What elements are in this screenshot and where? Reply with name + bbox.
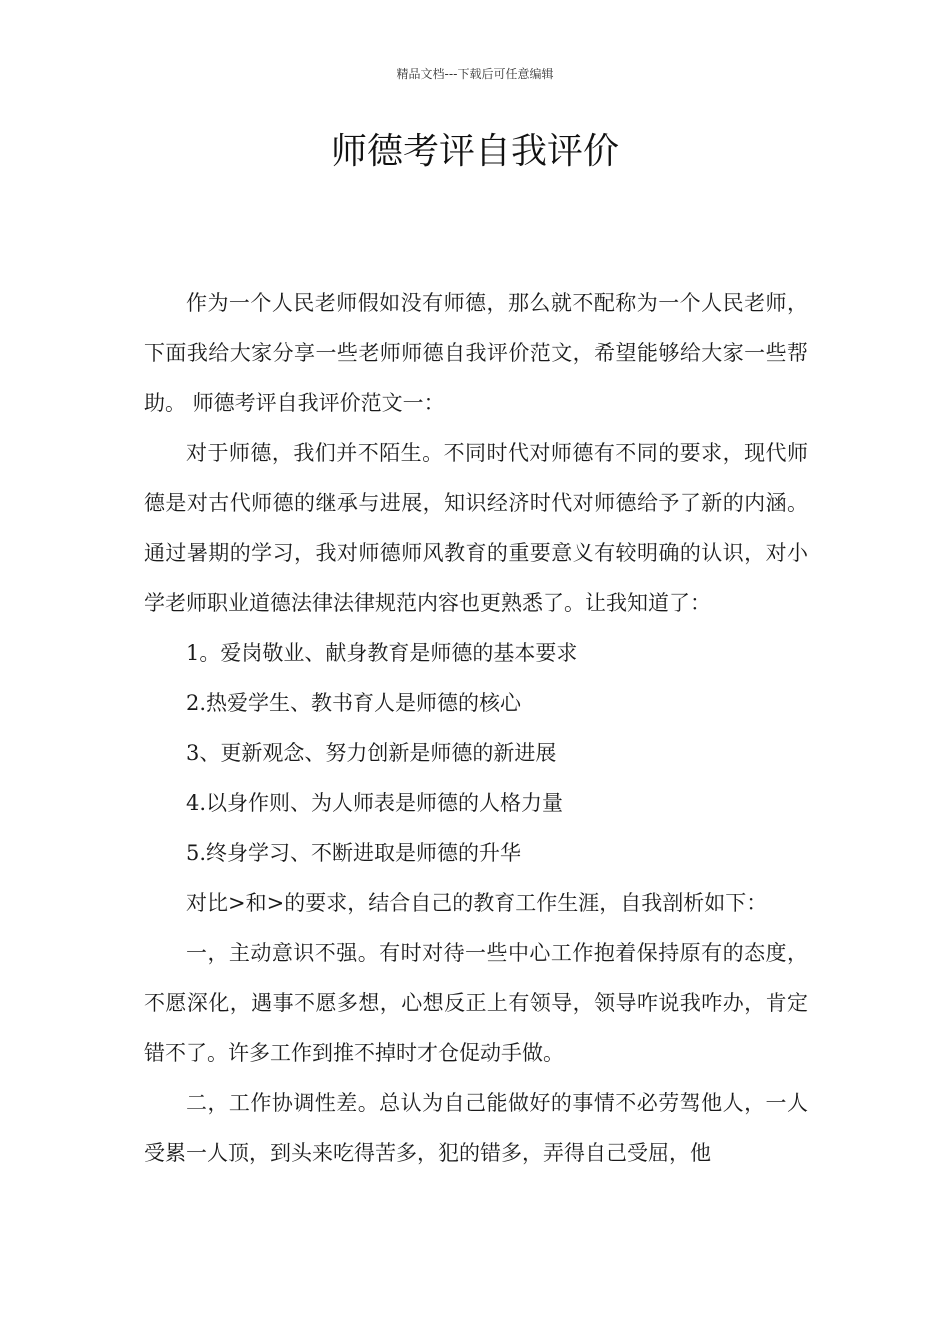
- paragraph-understanding: 对于师德，我们并不陌生。不同时代对师德有不同的要求，现代师德是对古代师德的继承与进展，知识经济时代对师德给予了新的内涵。通过暑期的学习，我对师德师风教育的重要意义有较明确的认识，对小学老师职业道德法律法律规范内容也更熟悉了。让我知道了：: [144, 441, 808, 615]
- paragraph-point-two: 二，工作协调性差。总认为自己能做好的事情不必劳驾他人，一人受累一人顶，到头来吃得苦多，犯的错多，弄得自己受屈，他: [144, 1091, 808, 1165]
- list-item-1: 1。爱岗敬业、献身教育是师德的基本要求: [186, 641, 578, 665]
- paragraph-point-one: 一，主动意识不强。有时对待一些中心工作抱着保持原有的态度，不愿深化，遇事不愿多想，心想反正上有领导，领导咋说我咋办，肯定错不了。许多工作到推不掉时才仓促动手做。: [144, 941, 808, 1065]
- document-body: [144, 278, 808, 1178]
- list-item-3: 3、更新观念、努力创新是师德的新进展: [186, 741, 557, 765]
- list-item-5: 5.终身学习、不断进取是师德的升华: [186, 841, 522, 865]
- list-item-4: 4.以身作则、为人师表是师德的人格力量: [186, 791, 564, 815]
- header-note: 精品文档---下载后可任意编辑: [396, 67, 554, 81]
- document-title: 师德考评自我评价: [330, 131, 619, 172]
- paragraph-self-analysis: 对比>和>的要求，结合自己的教育工作生涯，自我剖析如下：: [186, 891, 768, 915]
- list-item-2: 2.热爱学生、教书育人是师德的核心: [186, 691, 522, 715]
- paragraph-intro: 作为一个人民老师假如没有师德，那么就不配称为一个人民老师，下面我给大家分享一些老师师德自我评价范文，希望能够给大家一些帮助。 师德考评自我评价范文一：: [144, 291, 808, 415]
